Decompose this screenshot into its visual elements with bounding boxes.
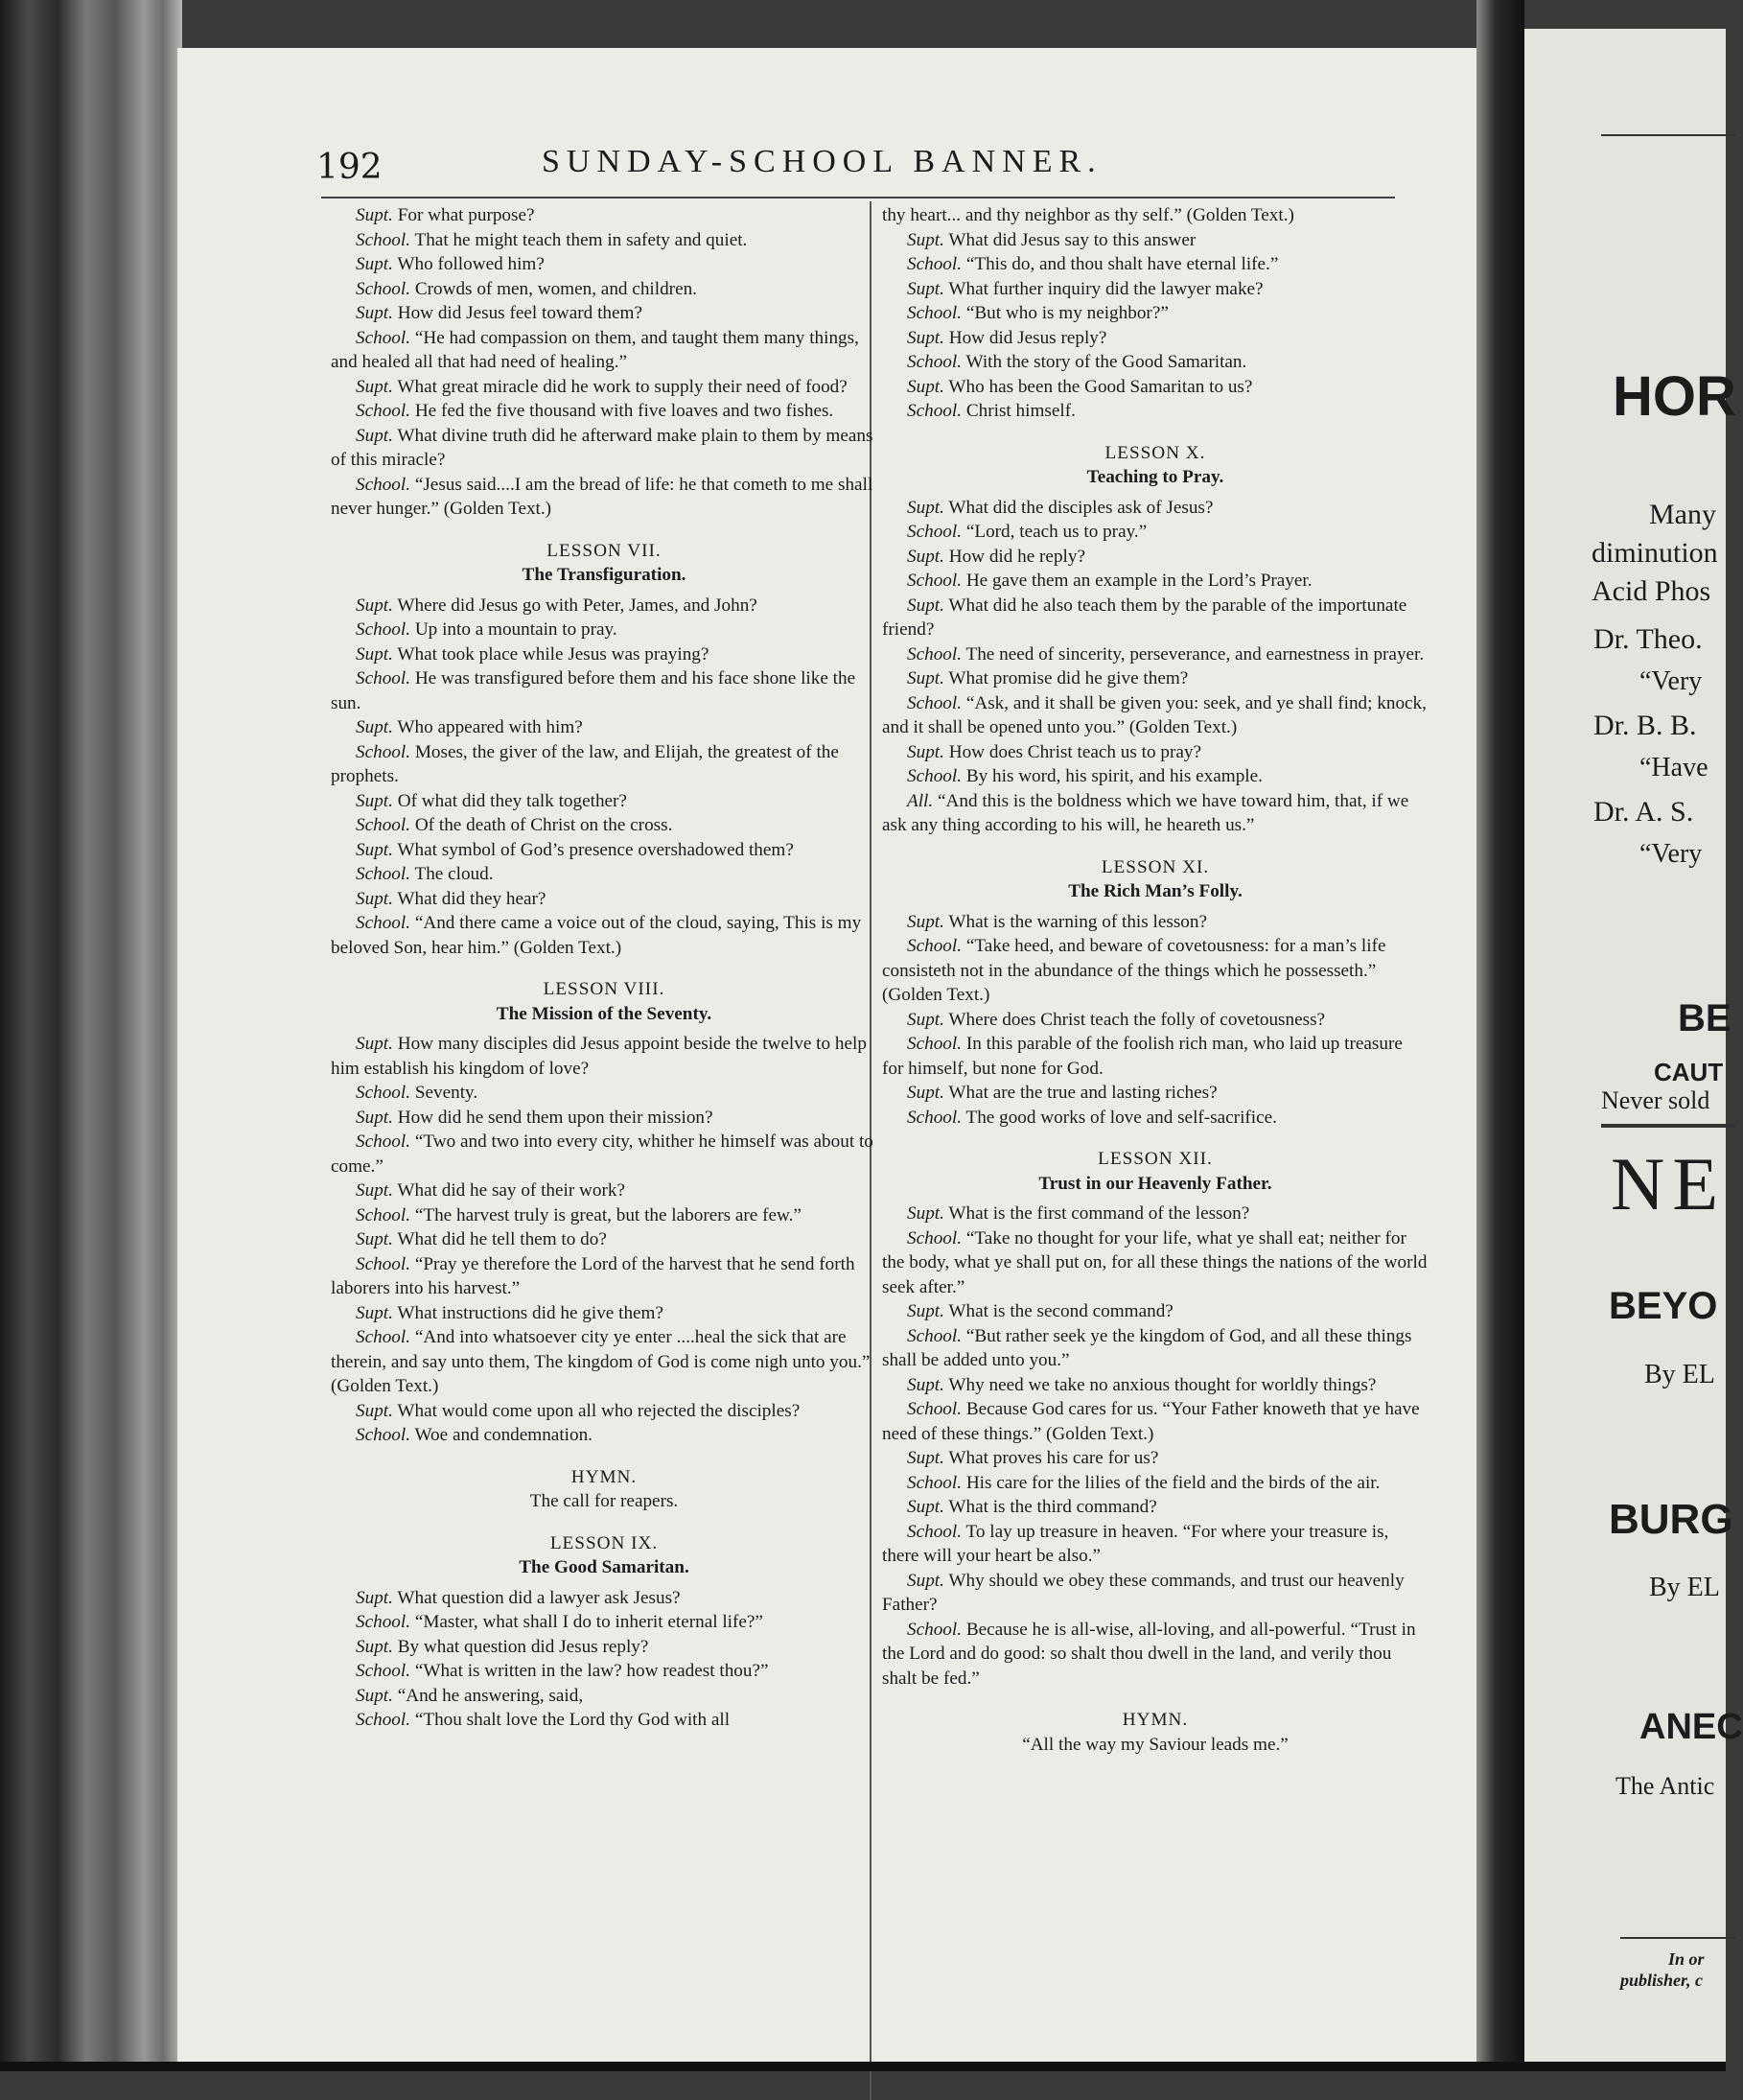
lesson-heading: LESSON VII. [546,540,662,561]
speaker-label: School. [907,401,963,421]
catechism-line [882,642,1429,667]
line-text: “Ask, and it shall be given you: seek, and ye shall find; knock, and it shall be opened unto you.” (Golden Text.) [882,692,1427,737]
speaker-label: Supt. [356,303,393,323]
line-text: How does Christ teach us to pray? [948,741,1201,762]
catechism-line [882,1299,1429,1324]
catechism-line [882,569,1429,594]
catechism-line [882,764,1429,789]
catechism-line [331,1635,877,1660]
catechism-line [331,473,877,522]
catechism-line [882,666,1429,691]
catechism-line [882,1569,1429,1618]
line-text: “This do, and thou shalt have eternal life.” [965,254,1279,274]
speaker-label: School. [907,1107,963,1128]
speaker-label: Supt. [356,643,393,665]
line-text: “Thou shalt love the Lord thy God with all [414,1710,731,1730]
line-text: To lay up treasure in heaven. “For where your treasure is, there will your heart be also.” [882,1521,1389,1566]
line-text: “Take heed, and beware of covetousness: for a man’s life consisteth not in the abundance of the things which he possesseth.” (Golden Text.) [882,936,1386,1005]
line-text: His care for the lilies of the field and the birds of the air. [965,1472,1381,1493]
catechism-line [882,1008,1429,1033]
catechism-line [882,1520,1429,1569]
line-text: What is the first command of the lesson? [948,1203,1250,1224]
speaker-label: Supt. [907,595,944,616]
footer-text-1: In or [1668,1949,1705,1969]
catechism-line [882,1618,1429,1692]
catechism-line [882,1446,1429,1471]
lesson-title: The Good Samaritan. [519,1557,689,1577]
catechism-line [882,934,1429,1008]
catechism-line [882,350,1429,375]
catechism-line [331,326,877,375]
line-text: Up into a mountain to pray. [414,619,617,640]
right-page-fragment [1524,29,1743,2062]
catechism-line [331,715,877,740]
scan-bottom-edge [0,2062,1726,2071]
catechism-line [882,545,1429,570]
page-number: 192 [316,148,383,187]
catechism-line [331,1252,877,1301]
line-text: What promise did he give them? [948,668,1189,688]
catechism-line [331,813,877,838]
catechism-line [331,618,877,642]
speaker-label: School. [356,229,411,250]
ad-doctor-1: Dr. Theo. [1593,623,1703,655]
line-text: What are the true and lasting riches? [948,1083,1218,1103]
catechism-line [331,424,877,473]
line-text: In this parable of the foolish rich man, who laid up treasure for himself, but none for God. [882,1034,1403,1079]
ad-headline-anec: ANEC [1639,1707,1743,1747]
speaker-label: Supt. [907,376,944,397]
ad-headline-ne: NE [1611,1142,1726,1225]
catechism-line [331,252,877,277]
lesson-heading: LESSON XII. [1098,1149,1213,1169]
ad-doctor-2: Dr. B. B. [1593,710,1697,741]
line-text: He was transfigured before them and his face shone like the sun. [331,668,856,713]
ad-text-many: Many [1649,499,1716,530]
continuation-text: thy heart... and thy neighbor as thy self.” (Golden Text.) [882,205,1294,225]
ad-headline-be: BE [1678,997,1731,1039]
catechism-line [882,252,1429,277]
line-text: Where did Jesus go with Peter, James, and John? [397,595,757,616]
speaker-label: School. [356,815,411,835]
line-text: What did he also teach them by the parable of the importunate friend? [882,595,1407,640]
line-text: By what question did Jesus reply? [397,1636,649,1657]
catechism-line [882,910,1429,935]
line-text: What did he tell them to do? [397,1229,607,1249]
line-text: What is the third command? [948,1497,1157,1517]
speaker-label: School. [356,619,411,640]
line-text: “Lord, teach us to pray.” [965,522,1148,542]
catechism-line [331,203,877,228]
ad-headline-beyo: BEYO [1609,1285,1718,1327]
lesson-title: The Mission of the Seventy. [496,1003,712,1024]
speaker-label: Supt. [907,1301,944,1321]
speaker-label: School. [907,936,963,956]
catechism-line [882,496,1429,521]
line-text: “And into whatsoever city ye enter ....heal the sick that are therein, and say unto them, The kingdom of God is come nigh unto you.” (Golden Text.) [331,1327,871,1396]
line-text: How did he send them upon their mission? [397,1107,713,1128]
line-text: Why should we obey these commands, and trust our heavenly Father? [882,1570,1405,1615]
speaker-label: School. [907,643,963,665]
line-text: “Take no thought for your life, what ye shall eat; neither for the body, what ye shall put on, for all these things the nations of the world seek after.” [882,1227,1428,1297]
line-text: How many disciples did Jesus appoint beside the twelve to help him establish his kingdom of love? [331,1034,867,1079]
speaker-label: School. [907,1472,963,1493]
catechism-line [882,1471,1429,1496]
line-text: Moses, the giver of the law, and Elijah, the greatest of the prophets. [331,741,839,786]
speaker-label: School. [356,1327,411,1347]
speaker-label: School. [356,327,411,348]
catechism-line [882,326,1429,351]
speaker-label: Supt. [356,1229,393,1249]
line-text: “And he answering, said, [397,1685,584,1706]
speaker-label: School. [907,1034,963,1054]
header-rule [321,197,1395,198]
line-text: By his word, his spirit, and his example. [965,766,1263,786]
catechism-line [882,1495,1429,1520]
line-text: What did Jesus say to this answer [948,229,1197,250]
catechism-line [882,691,1429,740]
line-text: How did Jesus reply? [948,327,1107,348]
lesson-heading: LESSON XI. [1101,856,1210,877]
line-text: The cloud. [414,864,494,884]
lesson-heading: LESSON IX. [549,1532,659,1553]
speaker-label: School. [907,692,963,713]
catechism-line [331,1659,877,1684]
line-text: What instructions did he give them? [397,1302,663,1323]
line-text: “And this is the boldness which we have toward him, that, if we ask any thing according to his will, he heareth us.” [882,790,1409,835]
speaker-label: Supt. [356,1587,393,1608]
speaker-label: Supt. [356,1180,393,1201]
catechism-line [331,789,877,814]
catechism-line [331,911,877,960]
line-text: How did he reply? [948,546,1085,567]
speaker-label: Supt. [356,254,393,274]
speaker-label: School. [356,741,411,762]
speaker-label: School. [356,1661,411,1681]
line-text: How did Jesus feel toward them? [397,303,642,323]
line-text: What proves his care for us? [948,1448,1159,1468]
line-text: “Two and two into every city, whither he himself was about to come.” [331,1132,873,1177]
line-text: Who has been the Good Samaritan to us? [948,376,1253,397]
ad-quote-2: “Have [1639,753,1708,782]
line-text: What further inquiry did the lawyer make? [948,278,1264,299]
left-page [177,48,1476,2069]
line-text: For what purpose? [397,205,535,225]
hymn-title: The call for reapers. [529,1491,679,1511]
speaker-label: School. [907,352,963,372]
catechism-line [331,862,877,887]
speaker-label: Supt. [907,741,944,762]
book-spine-edge [0,0,182,2071]
right-column [882,203,1429,1757]
footer-text-2: publisher, c [1620,1971,1704,1990]
speaker-label: School. [907,303,963,323]
line-text: Who appeared with him? [397,717,583,737]
ad-caution: CAUT [1654,1058,1724,1086]
speaker-label: Supt. [907,229,944,250]
line-text: Of what did they talk together? [397,790,627,811]
catechism-line [882,1397,1429,1446]
speaker-label: Supt. [907,1497,944,1517]
speaker-label: School. [907,1227,963,1248]
speaker-label: Supt. [356,790,393,811]
catechism-line [331,1203,877,1228]
speaker-label: Supt. [907,497,944,518]
speaker-label: Supt. [356,376,393,397]
catechism-line [331,1586,877,1611]
catechism-line [882,399,1429,424]
line-text: What took place while Jesus was praying? [397,643,709,665]
speaker-label: School. [356,1425,411,1445]
catechism-line [331,1684,877,1709]
speaker-label: Supt. [907,546,944,567]
speaker-label: School. [356,1204,411,1225]
catechism-line [331,666,877,715]
catechism-line [882,301,1429,326]
line-text: What great miracle did he work to supply their need of food? [397,376,848,397]
catechism-line [882,1373,1429,1398]
line-text: “But rather seek ye the kingdom of God, and all these things shall be added unto you.” [882,1325,1412,1370]
speaker-label: School. [356,668,411,688]
line-text: “But who is my neighbor?” [965,303,1169,323]
speaker-label: Supt. [356,888,393,909]
speaker-label: Supt. [907,1570,944,1591]
ad-byline-2: By EL [1649,1573,1720,1602]
catechism-line [882,594,1429,642]
line-text: “Master, what shall I do to inherit eternal life?” [414,1612,763,1632]
ad-quote-3: “Very [1639,839,1703,869]
catechism-line [331,1227,877,1252]
catechism-line [882,375,1429,400]
speaker-label: School. [356,913,411,933]
lesson-title: The Rich Man’s Folly. [1068,881,1243,901]
footer-rule [1620,1937,1735,1939]
catechism-line [331,1325,877,1399]
ad-text-antic: The Antic [1615,1772,1715,1800]
catechism-line [882,789,1429,838]
lesson-title: Trust in our Heavenly Father. [1038,1173,1272,1194]
catechism-line [882,1106,1429,1131]
line-text: What is the warning of this lesson? [948,911,1208,932]
speaker-label: Supt. [907,1374,944,1395]
line-text: Of the death of Christ on the cross. [414,815,673,835]
catechism-line [331,1081,877,1106]
ad-quote-1: “Very [1639,666,1703,696]
book-gutter [1476,0,1524,2071]
line-text: “What is written in the law? how readest thou?” [414,1661,769,1681]
ad-headline-burg: BURG [1609,1496,1733,1543]
left-column [331,203,877,1733]
speaker-label: Supt. [356,425,393,446]
catechism-line [882,1226,1429,1300]
line-text: “Pray ye therefore the Lord of the harvest that he send forth laborers into his harvest.” [331,1253,855,1298]
speaker-label: Supt. [356,595,393,616]
speaker-label: School. [907,1619,963,1640]
speaker-label: School. [907,522,963,542]
speaker-label: School. [907,1521,963,1542]
catechism-line [882,228,1429,253]
catechism-line [331,399,877,424]
speaker-label: School. [907,766,963,786]
speaker-label: School. [356,1083,411,1103]
speaker-label: Supt. [356,1636,393,1657]
hymn-title: “All the way my Saviour leads me.” [1022,1734,1289,1755]
catechism-line [331,1708,877,1733]
speaker-label: School. [907,1325,963,1346]
catechism-line [331,1399,877,1424]
speaker-label: School. [356,864,411,884]
line-text: The need of sincerity, perseverance, and earnestness in prayer. [965,643,1425,665]
line-text: Crowds of men, women, and children. [414,278,697,299]
speaker-label: Supt. [356,1400,393,1421]
catechism-line [331,838,877,863]
speaker-label: Supt. [907,1083,944,1103]
line-text: Who followed him? [397,254,545,274]
line-text: The good works of love and self-sacrifice. [965,1107,1277,1128]
ad-byline-1: By EL [1644,1360,1715,1389]
catechism-line [331,1130,877,1178]
speaker-label: School. [356,401,411,421]
line-text: Where does Christ teach the folly of covetousness? [948,1009,1326,1030]
ad-text-acid: Acid Phos [1592,575,1711,607]
line-text: “And there came a voice out of the cloud, saying, This is my beloved Son, hear him.” (Golden Text.) [331,913,862,958]
speaker-label: Supt. [907,1203,944,1224]
catechism-line [331,642,877,667]
speaker-label: Supt. [356,1107,393,1128]
speaker-label: All. [907,790,934,811]
catechism-line [331,594,877,618]
catechism-line [882,1081,1429,1106]
line-text: Because God cares for us. “Your Father knoweth that ye have need of these things.” (Golden Text.) [882,1399,1420,1444]
speaker-label: Supt. [356,1685,393,1706]
speaker-label: Supt. [356,839,393,860]
ad-never-sold: Never sold [1601,1086,1710,1114]
speaker-label: School. [907,1399,963,1419]
catechism-line [331,228,877,253]
line-text: That he might teach them in safety and quiet. [414,229,748,250]
line-text: What is the second command? [948,1301,1174,1321]
ad-rule [1601,1124,1735,1128]
line-text: “He had compassion on them, and taught them many things, and healed all that had need of healing.” [331,327,859,372]
speaker-label: Supt. [356,1034,393,1054]
lesson-heading: LESSON VIII. [543,979,665,999]
line-text: Seventy. [414,1083,478,1103]
catechism-line [331,1178,877,1203]
line-text: What did the disciples ask of Jesus? [948,497,1214,518]
speaker-label: School. [356,1710,411,1730]
line-text: What symbol of God’s presence overshadowed them? [397,839,794,860]
speaker-label: Supt. [356,205,393,225]
lesson-title: The Transfiguration. [522,565,686,585]
catechism-line [882,740,1429,765]
lesson-title: Teaching to Pray. [1086,467,1224,487]
catechism-line [331,1032,877,1081]
line-text: What did he say of their work? [397,1180,626,1201]
speaker-label: Supt. [907,327,944,348]
top-rule [1601,134,1735,136]
catechism-line [331,1106,877,1131]
speaker-label: School. [907,571,963,591]
running-head: SUNDAY-SCHOOL BANNER. [542,144,1103,179]
speaker-label: School. [356,1132,411,1152]
speaker-label: School. [356,278,411,299]
line-text: With the story of the Good Samaritan. [965,352,1247,372]
line-text: Christ himself. [965,401,1076,421]
line-text: Because he is all-wise, all-loving, and all-powerful. “Trust in the Lord and do good: so shalt thou dwell in the land, and verily thou shalt be fed.” [882,1619,1416,1689]
line-text: What would come upon all who rejected the disciples? [397,1400,801,1421]
catechism-line [331,1610,877,1635]
line-text: “Jesus said....I am the bread of life: he that cometh to me shall never hunger.” (Golden Text.) [331,474,873,519]
speaker-label: School. [907,254,963,274]
speaker-label: Supt. [356,1302,393,1323]
lesson-heading: HYMN. [570,1466,638,1487]
line-text: Why need we take no anxious thought for worldly things? [948,1374,1377,1395]
catechism-line [882,1202,1429,1226]
speaker-label: Supt. [356,717,393,737]
lesson-heading: LESSON X. [1104,442,1206,463]
catechism-line [331,375,877,400]
speaker-label: Supt. [907,668,944,688]
catechism-line [331,301,877,326]
line-text: What did they hear? [397,888,546,909]
catechism-line [882,1324,1429,1373]
line-text: Woe and condemnation. [414,1425,593,1445]
catechism-line [882,277,1429,302]
ad-headline-hor: HOR [1613,365,1736,428]
speaker-label: Supt. [907,1448,944,1468]
lesson-heading: HYMN. [1122,1710,1189,1730]
speaker-label: Supt. [907,1009,944,1030]
line-text: What question did a lawyer ask Jesus? [397,1587,681,1608]
line-text: What divine truth did he afterward make plain to them by means of this miracle? [331,425,873,470]
speaker-label: School. [356,1253,411,1274]
catechism-line [331,740,877,789]
catechism-line [882,520,1429,545]
speaker-label: School. [356,1612,411,1632]
catechism-line [331,887,877,912]
line-text: “The harvest truly is great, but the laborers are few.” [414,1204,802,1225]
speaker-label: Supt. [907,911,944,932]
catechism-line [882,1032,1429,1081]
speaker-label: School. [356,474,411,495]
line-text: He gave them an example in the Lord’s Prayer. [965,571,1313,591]
speaker-label: Supt. [907,278,944,299]
catechism-line [331,1423,877,1448]
catechism-line [331,277,877,302]
ad-doctor-3: Dr. A. S. [1593,796,1694,828]
line-text: He fed the five thousand with five loaves and two fishes. [414,401,834,421]
catechism-line [331,1301,877,1326]
ad-text-diminution: diminution [1592,537,1718,569]
